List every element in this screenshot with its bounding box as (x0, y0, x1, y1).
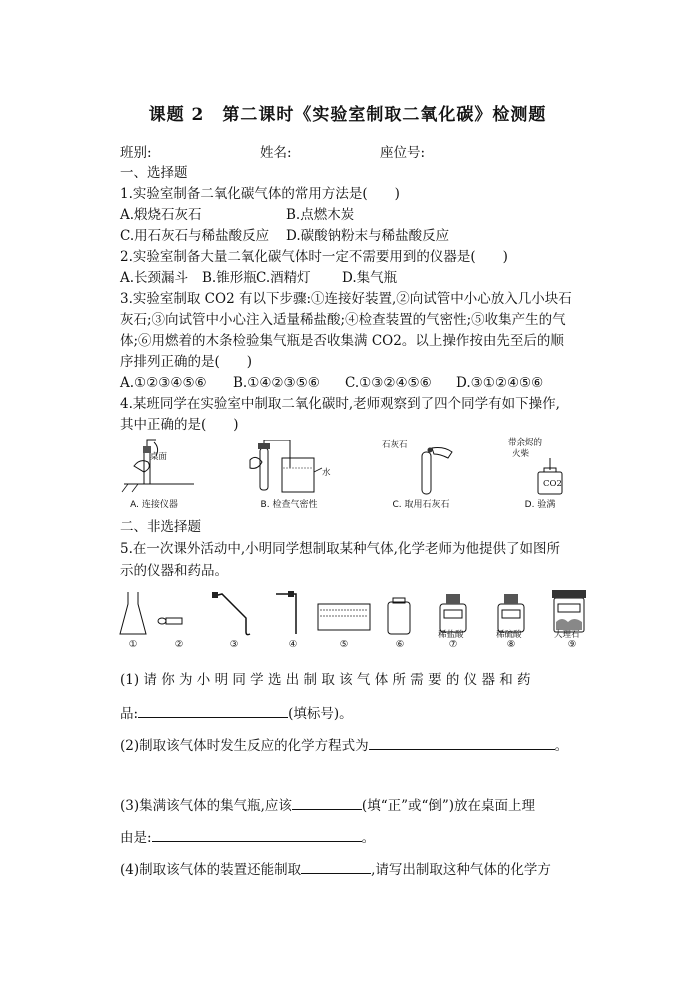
figure-a-caption: A. 连接仪器 (130, 500, 178, 510)
figure-d-caption: D. 验满 (524, 500, 556, 510)
q1-option-c: C.用石灰石与稀盐酸反应 (120, 228, 270, 244)
q3-option-a: A.①②③④⑤⑥ (120, 375, 207, 391)
question-1-stem: 1.实验室制备二氧化碳气体的常用方法是( ) (120, 186, 400, 202)
q5-part-2-prefix: (2)制取该气体时发生反应的化学方程式为 (120, 738, 369, 754)
question-3-line-3: 体;⑥用燃着的木条检验集气瓶是否收集满 CO2。以上操作按由先至后的顺 (120, 333, 564, 349)
apparatus-number-8: ⑧ (506, 639, 516, 650)
q2-option-c: C.酒精灯 (256, 270, 311, 286)
apparatus-number-1: ① (128, 639, 138, 650)
apparatus-number-7: ⑦ (448, 639, 458, 650)
q5-part-3-answer-blank-1[interactable] (292, 794, 362, 810)
section-heading-non-choice: 二、非选择题 (120, 519, 201, 535)
class-label: 班别: (120, 145, 152, 161)
q3-option-b: B.①④②③⑤⑥ (233, 375, 320, 391)
apparatus-number-3: ③ (229, 639, 239, 650)
q5-part-3-middle: (填“正”或“倒”)放在桌面上理 (361, 798, 536, 814)
figure-b-water-label: 水 (322, 468, 331, 478)
q5-part-3-answer-blank-2[interactable] (152, 826, 362, 842)
question-2-stem: 2.实验室制备大量二氧化碳气体时一定不需要用到的仪器是( ) (120, 249, 508, 265)
figure-b-airtightness-check (242, 440, 332, 496)
q1-option-a: A.煅烧石灰石 (120, 207, 202, 223)
q5-part-4-answer-blank[interactable] (301, 858, 371, 874)
q2-option-a: A.长颈漏斗 (120, 270, 189, 286)
figure-d-check-full (530, 458, 570, 496)
reagent-label-marble: 大理石 (554, 630, 580, 640)
q5-part-3-prefix: (3)集满该气体的集气瓶,应该 (120, 798, 292, 814)
q2-option-d: D.集气瓶 (342, 270, 398, 286)
q5-part-3-line-2 (120, 826, 375, 848)
question-5-line-1: 5.在一次课外活动中,小明同学想制取某种气体,化学老师为他提供了如图所 (120, 541, 560, 557)
figure-d-ember-label-1: 带余烬的 (508, 438, 543, 448)
figure-a-desk-label: 桌面 (150, 452, 168, 462)
figure-b-caption: B. 检查气密性 (260, 500, 318, 510)
name-label: 姓名: (260, 145, 292, 161)
question-3-line-2: 灰石;③向试管中小心注入适量稀盐酸;④检查装置的气密性;⑤收集产生的气 (120, 312, 566, 328)
q3-option-d: D.③①②④⑤⑥ (456, 375, 544, 391)
q5-part-2-suffix: 。 (554, 738, 569, 754)
apparatus-number-6: ⑥ (395, 639, 405, 650)
question-4-line-2: 其中正确的是( ) (120, 417, 239, 433)
q5-part-1-line-1: (1) 请 你 为 小 明 同 学 选 出 制 取 该 气 体 所 需 要 的 仪 器 和 药 (120, 672, 531, 688)
apparatus-number-4: ④ (288, 639, 298, 650)
figure-d-co2-label: CO2 (543, 479, 562, 489)
q2-option-b: B.锥形瓶 (202, 270, 257, 286)
q5-part-1-line-2 (120, 702, 353, 724)
q5-part-3-line-1 (120, 794, 535, 816)
q5-part-4-prefix: (4)制取该气体的装置还能制取 (120, 862, 302, 878)
q5-part-4 (120, 858, 551, 880)
q5-part-2-answer-blank[interactable] (369, 734, 555, 750)
q5-part-1-prefix: 品: (120, 706, 139, 722)
figure-c-take-limestone (392, 446, 462, 496)
q1-option-b: B.点燃木炭 (286, 207, 355, 223)
q5-part-4-suffix: ,请写出制取这种气体的化学方 (371, 862, 551, 878)
figure-a-connect-apparatus (118, 438, 198, 496)
seat-label: 座位号: (380, 145, 426, 161)
figure-c-limestone-label: 石灰石 (382, 440, 408, 450)
question-3-line-4: 序排列正确的是( ) (120, 354, 253, 370)
question-5-line-2: 示的仪器和药品。 (120, 563, 228, 579)
question-3-line-1: 3.实验室制取 CO2 有以下步骤:①连接好装置,②向试管中小心放入几小块石 (120, 291, 572, 307)
q5-part-3-reason-prefix: 由是: (120, 830, 152, 846)
q3-option-c: C.①③②④⑤⑥ (345, 375, 432, 391)
apparatus-row (118, 588, 598, 638)
q1-option-d: D.碳酸钠粉末与稀盐酸反应 (286, 228, 450, 244)
q5-part-1-suffix: (填标号)。 (288, 706, 353, 722)
apparatus-number-9: ⑨ (567, 639, 577, 650)
reagent-label-h2so4: 稀硫酸 (496, 630, 522, 640)
question-4-line-1: 4.某班同学在实验室中制取二氧化碳时,老师观察到了四个同学有如下操作, (120, 396, 560, 412)
q5-part-1-answer-blank[interactable] (138, 702, 288, 718)
figure-c-caption: C. 取用石灰石 (392, 500, 450, 510)
q5-part-3-reason-suffix: 。 (361, 830, 376, 846)
apparatus-number-5: ⑤ (339, 639, 349, 650)
section-heading-choice: 一、选择题 (120, 165, 188, 181)
reagent-label-hcl: 稀盐酸 (438, 630, 464, 640)
q5-part-2 (120, 734, 568, 756)
apparatus-number-2: ② (174, 639, 184, 650)
figure-d-ember-label-2: 火柴 (512, 449, 530, 459)
page-title: 课题 2 第二课时《实验室制取二氧化碳》检测题 (148, 105, 547, 125)
